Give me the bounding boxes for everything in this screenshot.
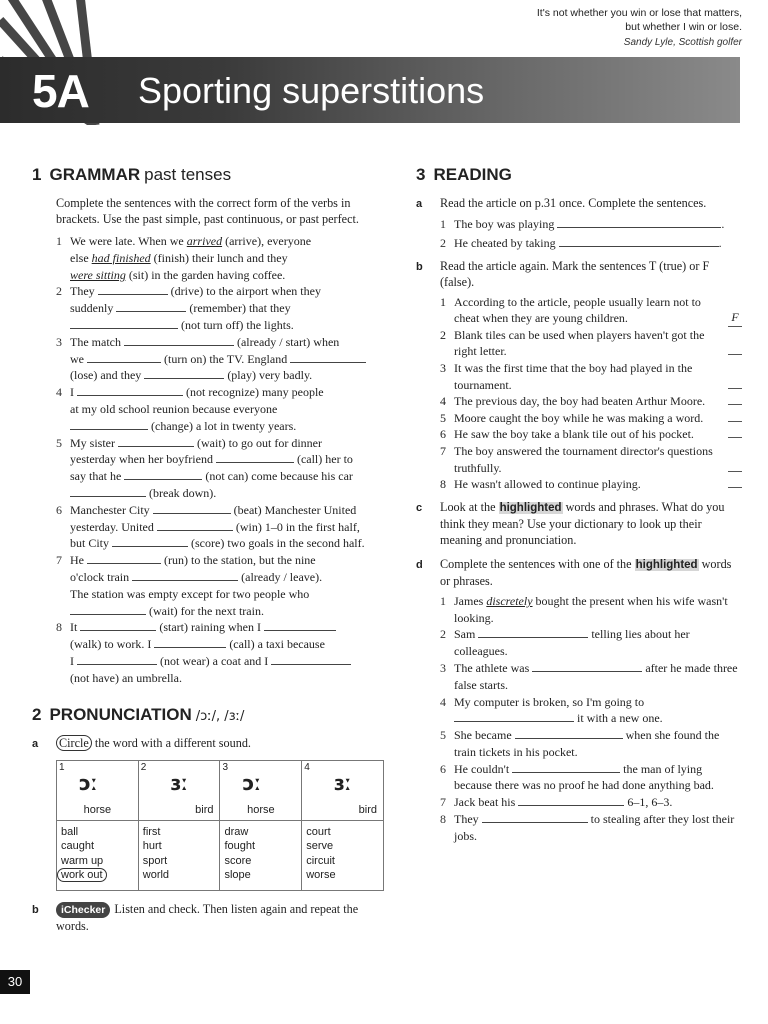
tf-item: 3 It was the first time that the boy had played in the tournament.: [440, 360, 742, 393]
tf-item: 1 According to the article, people usually learn not to cheat when they are young children. F: [440, 294, 742, 327]
answer-blank[interactable]: [271, 653, 351, 665]
reading-d-item: 7 Jack beat his 6–1, 6–3.: [440, 795, 673, 810]
answer-blank[interactable]: [518, 794, 624, 806]
grammar-item: 5 My sister (wait) to go out for dinner yesterday when her boyfriend (call) her to say that he (not can) come because his car (break down).: [56, 435, 353, 500]
word-list: first hurt sport world: [138, 820, 220, 890]
reading-d-item: 3 The athlete was after he made three false starts.: [440, 660, 738, 692]
answer-blank[interactable]: [154, 636, 226, 648]
reading-heading: 3 READING: [416, 165, 512, 184]
tf-answer[interactable]: [728, 471, 742, 472]
pronunciation-task-a: a Circle the word with a different sound.: [32, 735, 251, 750]
answer-blank[interactable]: [482, 811, 588, 823]
tf-answer[interactable]: [728, 354, 742, 355]
reading-d-item: 8 They to stealing after they lost their jobs.: [440, 812, 735, 843]
answer-blank[interactable]: [80, 619, 156, 631]
answer-blank[interactable]: [70, 485, 146, 497]
answer-blank[interactable]: [132, 569, 238, 581]
answer-blank[interactable]: [87, 351, 161, 363]
sound-cell: 4 ɜː bird: [302, 760, 384, 820]
grammar-item: 7 He (run) to the station, but the nine o'clock train (already / leave). The station was empty except for two people who (wait) for the next train.: [56, 553, 323, 618]
tf-answer[interactable]: [728, 404, 742, 405]
pronunciation-task-b: b iChecker Listen and check. Then listen again and repeat the words.: [32, 901, 359, 933]
answer-blank[interactable]: [264, 619, 336, 631]
answer-blank[interactable]: [559, 235, 719, 247]
tf-answer[interactable]: F: [728, 309, 742, 327]
answer-blank[interactable]: [77, 384, 183, 396]
page-quote: [537, 6, 742, 50]
pronunciation-table: [56, 760, 384, 891]
answer-blank[interactable]: [557, 216, 721, 228]
reading-d-item: 4 My computer is broken, so I'm going to it with a new one.: [440, 694, 663, 726]
left-column: [32, 165, 388, 938]
answer-blank[interactable]: [478, 626, 588, 638]
answer-blank[interactable]: [290, 351, 366, 363]
ichecker-badge-icon[interactable]: iChecker: [56, 902, 110, 918]
unit-title: Sporting superstitions: [138, 70, 485, 111]
answer-blank[interactable]: [70, 418, 148, 430]
reading-a-item: 2 He cheated by taking .: [440, 235, 722, 250]
tf-item: 8 He wasn't allowed to continue playing.: [440, 476, 742, 493]
answer-blank[interactable]: [144, 367, 224, 379]
grammar-item: 6 Manchester City (beat) Manchester United yesterday. United (win) 1–0 in the first half, but City (score) two goals in the second half.: [56, 502, 365, 551]
word-list: ball caught warm up work out: [57, 820, 139, 890]
highlight-tag: highlighted: [635, 558, 698, 571]
tf-answer[interactable]: [728, 437, 742, 438]
reading-task-d: d Complete the sentences with one of the highlighted words or phrases.: [416, 556, 732, 588]
grammar-item: 3 The match (already / start) when we (turn on) the TV. England (lose) and they (play) very badly.: [56, 334, 388, 384]
reading-d-item: 2 Sam telling lies about her colleagues.: [440, 627, 690, 659]
word-list: court serve circuit worse: [302, 820, 384, 890]
answer-blank[interactable]: [512, 761, 620, 773]
reading-task-a: a Read the article on p.31 once. Complete the sentences.: [416, 196, 707, 210]
answer-blank[interactable]: [515, 727, 623, 739]
answer-text: arrived: [186, 234, 223, 248]
grammar-heading: 1 GRAMMAR past tenses: [32, 165, 232, 184]
tf-item: 6 He saw the boy take a blank tile out of his pocket.: [440, 426, 742, 443]
word-list: draw fought score slope: [220, 820, 302, 890]
circle-keyword: Circle: [56, 735, 92, 751]
answer-text: had finished: [91, 250, 151, 265]
tf-answer[interactable]: [728, 388, 742, 389]
unit-number: 5A: [32, 65, 89, 117]
grammar-item: 8 It (start) raining when I (walk) to work. I (call) a taxi because I (not wear) a coat and I (not have) an umbrella.: [56, 619, 388, 686]
reading-d-item: 6 He couldn't the man of lying because there was no proof he had done anything bad.: [440, 761, 714, 793]
answer-blank[interactable]: [70, 603, 146, 615]
reading-a-item: 1 The boy was playing .: [440, 217, 725, 231]
circled-answer[interactable]: work out: [57, 868, 107, 882]
quote-line-2: but whether I win or lose.: [625, 21, 742, 33]
reading-task-c: c Look at the highlighted words and phrases. What do you think they mean? Use your dictionary to look up their meaning and pronunciation.: [416, 499, 725, 547]
tf-item: 2 Blank tiles can be used when players haven't got the right letter.: [440, 327, 742, 360]
quote-line-1: It's not whether you win or lose that matters,: [536, 7, 742, 19]
sound-cell: 1 ɔː horse: [57, 760, 139, 820]
answer-blank[interactable]: [112, 535, 188, 547]
answer-blank[interactable]: [454, 710, 574, 722]
sound-cell: 3 ɔː horse: [220, 760, 302, 820]
answer-blank[interactable]: [116, 300, 186, 312]
bird-sound-icon: ɜː: [333, 770, 352, 795]
highlight-tag: highlighted: [499, 501, 562, 514]
right-column: [416, 165, 742, 845]
answer-blank[interactable]: [157, 519, 233, 531]
answer-blank[interactable]: [124, 468, 202, 480]
tf-item: 7 The boy answered the tournament director's questions truthfully.: [440, 443, 742, 476]
grammar-instruction: Complete the sentences with the correct form of the verbs in brackets. Use the past simple, past continuous, or past perfect.: [56, 196, 359, 226]
reading-d-item: 5 She became when she found the train tickets in his pocket.: [440, 728, 720, 759]
answer-blank[interactable]: [70, 317, 178, 329]
reading-d-item: 1 James discretely bought the present when his wife wasn't looking.: [440, 593, 728, 625]
sound-cell: 2 ɜː bird: [138, 760, 220, 820]
tf-answer[interactable]: [728, 421, 742, 422]
answer-blank[interactable]: [216, 451, 294, 463]
quote-author: Sandy Lyle, Scottish golfer: [623, 37, 742, 48]
tf-item: 5 Moore caught the boy while he was making a word.: [440, 410, 742, 427]
answer-text: were sitting: [70, 267, 126, 282]
pronunciation-heading: 2 PRONUNCIATION /ɔː/, /ɜː/: [32, 704, 245, 724]
answer-blank[interactable]: [153, 502, 231, 514]
horse-sound-icon: ɔː: [79, 770, 98, 795]
reading-task-b: b Read the article again. Mark the sentences T (true) or F (false).: [416, 258, 710, 289]
page-number: 30: [0, 970, 30, 994]
answer-blank[interactable]: [124, 334, 234, 346]
horse-sound-icon: ɔː: [242, 770, 262, 795]
grammar-item: 2 They (drive) to the airport when they suddenly (remember) that they (not turn off) the lights.: [56, 284, 321, 332]
tf-item: 4 The previous day, the boy had beaten Arthur Moore.: [440, 393, 742, 410]
answer-text: discretely: [486, 593, 533, 608]
tf-answer[interactable]: [728, 487, 742, 488]
true-false-list: [416, 294, 742, 493]
grammar-item: 4 I (not recognize) many people at my old school reunion because everyone (change) a lot in twenty years.: [56, 385, 324, 433]
answer-blank[interactable]: [532, 660, 642, 672]
answer-blank[interactable]: [87, 552, 161, 564]
grammar-item: 1 We were late. When we arrived (arrive), everyone else had finished (finish) their lunch and they were sitting (sit) in the garden having coffee.: [56, 234, 312, 282]
answer-blank[interactable]: [77, 653, 157, 665]
answer-blank[interactable]: [98, 283, 168, 295]
bird-sound-icon: ɜː: [170, 770, 188, 795]
answer-blank[interactable]: [118, 435, 194, 447]
